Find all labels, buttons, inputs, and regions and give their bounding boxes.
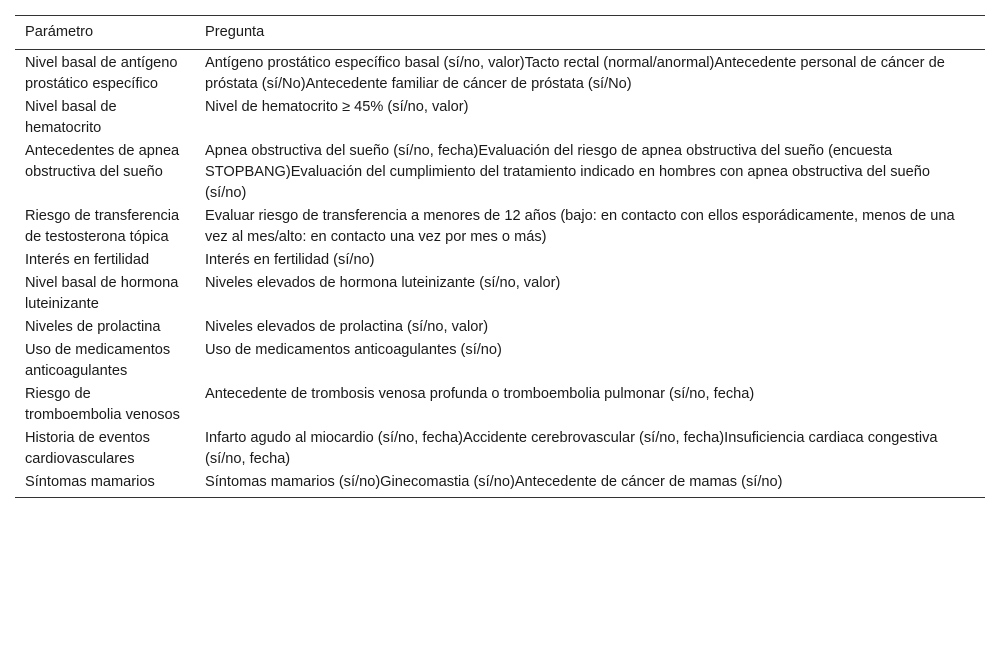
header-row — [15, 16, 985, 50]
table-row — [15, 50, 985, 97]
row-param: Interés en fertilidad — [25, 252, 150, 268]
table-row — [15, 96, 985, 140]
header-question: Pregunta — [205, 24, 265, 40]
row-param: Historia de eventos cardiovasculares — [25, 430, 150, 467]
parameters-table — [15, 15, 985, 498]
row-question: Infarto agudo al miocardio (sí/no, fecha)Accidente cerebrovascular (sí/no, fecha)Insuficiencia cardiaca congestiva (sí/no, fecha) — [205, 430, 938, 467]
row-param: Riesgo de transferencia de testosterona tópica — [25, 208, 180, 245]
row-param: Antecedentes de apnea obstructiva del sueño — [25, 143, 180, 180]
row-param: Nivel basal de hematocrito — [25, 99, 117, 136]
header-param: Parámetro — [25, 24, 94, 40]
table-row — [15, 205, 985, 249]
row-param: Uso de medicamentos anticoagulantes — [25, 342, 171, 379]
table-header — [15, 16, 985, 50]
row-question: Antecedente de trombosis venosa profunda o tromboembolia pulmonar (sí/no, fecha) — [205, 386, 755, 402]
row-question: Apnea obstructiva del sueño (sí/no, fecha)Evaluación del riesgo de apnea obstructiva del sueño (encuesta STOPBANG)Evaluación del cumplimiento del tratamiento indicado en hombres con apnea obstructiva del sueño (sí/no) — [205, 143, 930, 201]
row-param: Niveles de prolactina — [25, 319, 161, 335]
row-param: Nivel basal de antígeno prostático específico — [25, 55, 178, 92]
table-row — [15, 249, 985, 272]
row-param: Síntomas mamarios — [25, 474, 155, 490]
table-row — [15, 140, 985, 205]
table-row — [15, 383, 985, 427]
row-question: Evaluar riesgo de transferencia a menores de 12 años (bajo: en contacto con ellos esporádicamente, menos de una vez al mes/alto: en contacto una vez por mes o más) — [205, 208, 955, 245]
row-question: Síntomas mamarios (sí/no)Ginecomastia (sí/no)Antecedente de cáncer de mamas (sí/no) — [205, 474, 783, 490]
table-row — [15, 316, 985, 339]
row-param: Riesgo de tromboembolia venosos — [25, 386, 180, 423]
row-question: Niveles elevados de prolactina (sí/no, valor) — [205, 319, 489, 335]
table-row — [15, 339, 985, 383]
table-row — [15, 272, 985, 316]
row-question: Nivel de hematocrito ≥ 45% (sí/no, valor) — [205, 99, 469, 115]
table-row — [15, 471, 985, 498]
table-body — [15, 50, 985, 498]
row-question: Interés en fertilidad (sí/no) — [205, 252, 375, 268]
table-row — [15, 427, 985, 471]
row-question: Niveles elevados de hormona luteinizante (sí/no, valor) — [205, 275, 561, 291]
row-param: Nivel basal de hormona luteinizante — [25, 275, 179, 312]
row-question: Antígeno prostático específico basal (sí/no, valor)Tacto rectal (normal/anormal)Antecedente personal de cáncer de próstata (sí/No)Antecedente familiar de cáncer de próstata (sí/No) — [205, 55, 945, 92]
parameters-table-container — [15, 15, 985, 498]
row-question: Uso de medicamentos anticoagulantes (sí/no) — [205, 342, 502, 358]
